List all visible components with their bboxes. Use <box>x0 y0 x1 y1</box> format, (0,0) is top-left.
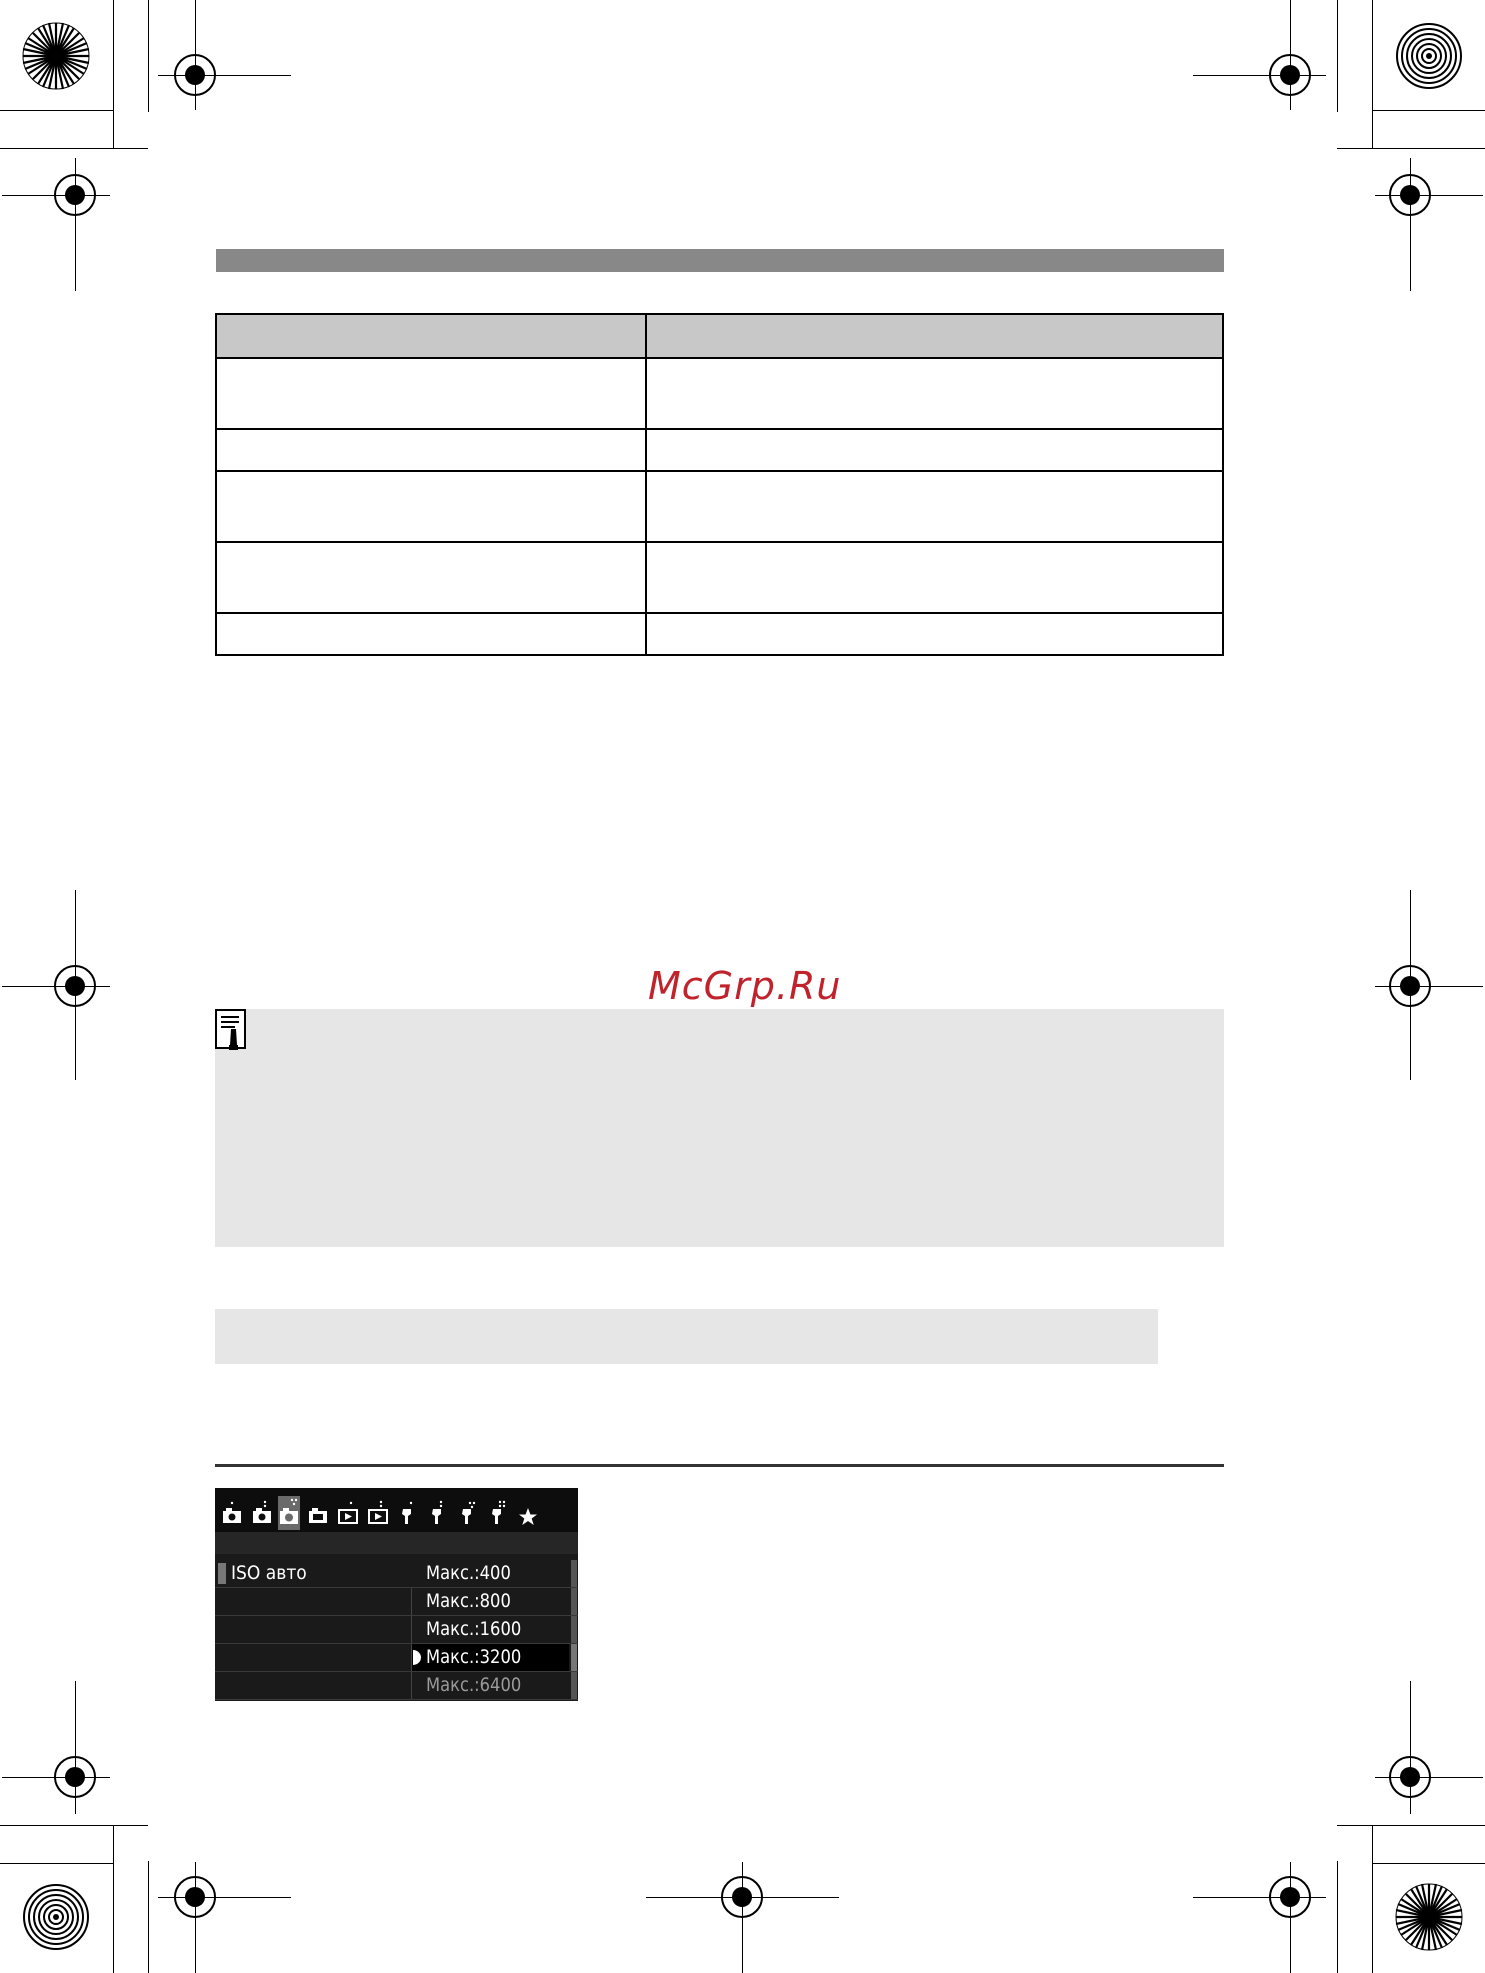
crop-mark <box>1372 1825 1373 1973</box>
settings-table <box>215 313 1224 656</box>
crop-mark <box>1337 1825 1485 1826</box>
note-box <box>215 1009 1224 1247</box>
registration-target-icon <box>50 961 100 1011</box>
camera-menu-screen <box>215 1488 578 1701</box>
table-header-cell <box>216 314 646 358</box>
menu-row[interactable] <box>215 1672 578 1700</box>
starburst-target-icon <box>1395 1883 1463 1951</box>
scrollbar[interactable] <box>571 1560 577 1587</box>
crop-mark <box>1337 0 1338 112</box>
setup-3-icon[interactable] <box>457 1500 479 1526</box>
registration-target-icon <box>1385 1752 1435 1802</box>
crop-mark <box>0 1825 148 1826</box>
menu-row-label-area <box>215 1672 412 1699</box>
option-label[interactable]: Макс.:400 <box>426 1562 511 1584</box>
crop-mark <box>1372 0 1373 148</box>
crop-mark <box>148 1861 149 1973</box>
registration-target-icon <box>1265 50 1315 100</box>
table-cell <box>216 358 646 429</box>
setup-1-icon[interactable] <box>397 1500 419 1526</box>
registration-target-icon <box>170 1872 220 1922</box>
table-cell <box>646 613 1223 655</box>
section-header-bar <box>216 249 1224 272</box>
table-row <box>216 542 1223 613</box>
crop-mark <box>1372 110 1485 111</box>
watermark-text: McGrp.Ru <box>648 964 842 1008</box>
crop-mark <box>1337 148 1485 149</box>
table-cell <box>216 429 646 471</box>
option-label[interactable]: Макс.:800 <box>426 1590 511 1612</box>
menu-row[interactable] <box>215 1588 578 1616</box>
registration-target-icon <box>50 170 100 220</box>
playback-2-icon[interactable] <box>367 1500 389 1526</box>
note-pencil-icon <box>215 1009 248 1051</box>
menu-row-label-area <box>215 1644 412 1671</box>
setting-label: ISO авто <box>231 1562 307 1584</box>
camera-4-icon[interactable] <box>307 1500 329 1526</box>
selection-marker <box>218 1563 226 1584</box>
scrollbar[interactable] <box>571 1588 577 1615</box>
menu-subheader <box>215 1532 578 1554</box>
scrollbar[interactable] <box>571 1616 577 1643</box>
table-cell <box>646 471 1223 542</box>
registration-target-icon <box>1265 1872 1315 1922</box>
table-header-cell <box>646 314 1223 358</box>
camera-1-icon[interactable] <box>221 1500 243 1526</box>
table-row <box>216 358 1223 429</box>
scrollbar[interactable] <box>571 1644 577 1671</box>
crop-mark <box>1337 1861 1338 1973</box>
registration-target-icon <box>50 1752 100 1802</box>
crop-mark <box>0 110 113 111</box>
setup-2-icon[interactable] <box>427 1500 449 1526</box>
registration-target-icon <box>717 1872 767 1922</box>
scrollbar[interactable] <box>571 1672 577 1699</box>
option-label[interactable]: Макс.:3200 <box>426 1646 522 1668</box>
registration-target-icon <box>170 50 220 100</box>
starburst-target-icon <box>22 22 90 90</box>
menu-row-label-area <box>215 1560 411 1587</box>
table-row <box>216 471 1223 542</box>
menu-tab-bar <box>215 1488 578 1532</box>
concentric-target-icon <box>1395 22 1463 90</box>
selected-option-marker-icon <box>413 1650 421 1665</box>
table-cell <box>646 358 1223 429</box>
setup-4-icon[interactable] <box>487 1500 509 1526</box>
menu-row-label-area <box>215 1588 412 1615</box>
menu-row-selected[interactable] <box>215 1644 578 1672</box>
menu-row[interactable] <box>215 1616 578 1644</box>
table-row <box>216 429 1223 471</box>
crop-mark <box>148 0 149 112</box>
table-row <box>216 613 1223 655</box>
info-strip <box>215 1309 1158 1364</box>
option-label[interactable]: Макс.:6400 <box>426 1674 522 1696</box>
playback-1-icon[interactable] <box>337 1500 359 1526</box>
crop-mark <box>113 0 114 148</box>
camera-3-icon[interactable] <box>278 1496 300 1530</box>
concentric-target-icon <box>22 1883 90 1951</box>
table-cell <box>216 613 646 655</box>
crop-mark <box>113 1825 114 1973</box>
table-cell <box>646 542 1223 613</box>
table-cell <box>216 471 646 542</box>
crop-mark <box>1372 1863 1485 1864</box>
crop-mark <box>0 1863 113 1864</box>
table-header-row <box>216 314 1223 358</box>
registration-target-icon <box>1385 170 1435 220</box>
option-label[interactable]: Макс.:1600 <box>426 1618 522 1640</box>
table-cell <box>216 542 646 613</box>
menu-row[interactable] <box>215 1560 578 1588</box>
star-icon[interactable] <box>517 1500 539 1526</box>
camera-2-icon[interactable] <box>251 1500 273 1526</box>
section-divider <box>215 1464 1224 1467</box>
table-cell <box>646 429 1223 471</box>
crop-mark <box>0 148 148 149</box>
registration-target-icon <box>1385 961 1435 1011</box>
menu-row-label-area <box>215 1616 412 1643</box>
